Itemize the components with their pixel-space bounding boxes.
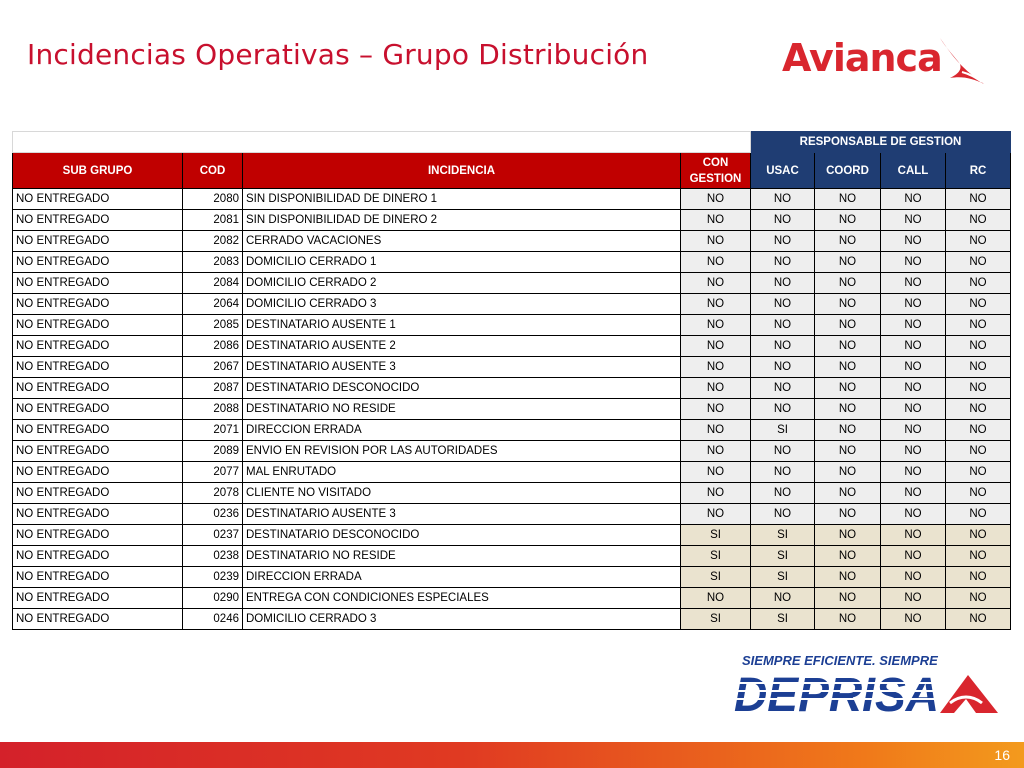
- rc-cell: NO: [946, 588, 1011, 609]
- incidencia-cell: CERRADO VACACIONES: [243, 231, 681, 252]
- coord-cell: NO: [815, 294, 881, 315]
- table-row: [13, 588, 1011, 609]
- incidencia-cell: DESTINATARIO AUSENTE 3: [243, 357, 681, 378]
- col-header-rc: RC: [946, 153, 1011, 189]
- usac-cell: NO: [751, 231, 815, 252]
- cod-cell: 0246: [183, 609, 243, 630]
- usac-cell: SI: [751, 609, 815, 630]
- col-header-cod: COD: [183, 153, 243, 189]
- blank-header-cell: [13, 132, 751, 153]
- depris-wordmark: [732, 669, 1002, 717]
- call-cell: NO: [881, 231, 946, 252]
- call-cell: NO: [881, 189, 946, 210]
- rc-cell: NO: [946, 294, 1011, 315]
- incidencias-table: [12, 131, 1011, 630]
- table-row: [13, 609, 1011, 630]
- rc-cell: NO: [946, 462, 1011, 483]
- call-cell: NO: [881, 504, 946, 525]
- table-column-header-row: [13, 153, 1011, 189]
- incidencia-cell: DESTINATARIO AUSENTE 2: [243, 336, 681, 357]
- con-gestion-cell: NO: [681, 336, 751, 357]
- incidencia-cell: CLIENTE NO VISITADO: [243, 483, 681, 504]
- coord-cell: NO: [815, 462, 881, 483]
- usac-cell: NO: [751, 294, 815, 315]
- sub-grupo-cell: NO ENTREGADO: [13, 504, 183, 525]
- coord-cell: NO: [815, 189, 881, 210]
- usac-cell: SI: [751, 567, 815, 588]
- coord-cell: NO: [815, 504, 881, 525]
- call-cell: NO: [881, 420, 946, 441]
- avianca-bird-icon: [932, 32, 988, 86]
- sub-grupo-cell: NO ENTREGADO: [13, 252, 183, 273]
- coord-cell: NO: [815, 399, 881, 420]
- table-row: [13, 315, 1011, 336]
- rc-cell: NO: [946, 420, 1011, 441]
- coord-cell: NO: [815, 357, 881, 378]
- usac-cell: NO: [751, 483, 815, 504]
- con-gestion-cell: NO: [681, 252, 751, 273]
- table-row: [13, 210, 1011, 231]
- coord-cell: NO: [815, 588, 881, 609]
- coord-cell: NO: [815, 567, 881, 588]
- col-header-con-gestion: [681, 153, 751, 189]
- coord-cell: NO: [815, 231, 881, 252]
- coord-cell: NO: [815, 609, 881, 630]
- cod-cell: 2083: [183, 252, 243, 273]
- rc-cell: NO: [946, 231, 1011, 252]
- cod-cell: 0290: [183, 588, 243, 609]
- call-cell: NO: [881, 294, 946, 315]
- rc-cell: NO: [946, 567, 1011, 588]
- rc-cell: NO: [946, 378, 1011, 399]
- depris-wordmark-text: DEPRISA: [734, 669, 939, 717]
- call-cell: NO: [881, 546, 946, 567]
- usac-cell: SI: [751, 546, 815, 567]
- avianca-wordmark: Avianca: [782, 36, 942, 80]
- sub-grupo-cell: NO ENTREGADO: [13, 378, 183, 399]
- col-header-coord: COORD: [815, 153, 881, 189]
- table-row: [13, 336, 1011, 357]
- con-gestion-cell: NO: [681, 504, 751, 525]
- call-cell: NO: [881, 441, 946, 462]
- incidencia-cell: DESTINATARIO DESCONOCIDO: [243, 525, 681, 546]
- sub-grupo-cell: NO ENTREGADO: [13, 315, 183, 336]
- call-cell: NO: [881, 210, 946, 231]
- rc-cell: NO: [946, 252, 1011, 273]
- con-gestion-line1: CON: [702, 156, 729, 169]
- table-row: [13, 273, 1011, 294]
- rc-cell: NO: [946, 357, 1011, 378]
- usac-cell: NO: [751, 315, 815, 336]
- incidencia-cell: DESTINATARIO NO RESIDE: [243, 399, 681, 420]
- rc-cell: NO: [946, 483, 1011, 504]
- usac-cell: NO: [751, 336, 815, 357]
- coord-cell: NO: [815, 420, 881, 441]
- table-row: [13, 252, 1011, 273]
- con-gestion-cell: NO: [681, 588, 751, 609]
- call-cell: NO: [881, 357, 946, 378]
- con-gestion-cell: NO: [681, 420, 751, 441]
- depris-slogan: SIEMPRE EFICIENTE. SIEMPRE: [742, 653, 938, 668]
- rc-cell: NO: [946, 399, 1011, 420]
- col-header-usac: USAC: [751, 153, 815, 189]
- table-row: [13, 399, 1011, 420]
- sub-grupo-cell: NO ENTREGADO: [13, 210, 183, 231]
- usac-cell: NO: [751, 273, 815, 294]
- rc-cell: NO: [946, 336, 1011, 357]
- call-cell: NO: [881, 273, 946, 294]
- call-cell: NO: [881, 588, 946, 609]
- call-cell: NO: [881, 315, 946, 336]
- footer-bar: [0, 742, 1024, 768]
- cod-cell: 2078: [183, 483, 243, 504]
- coord-cell: NO: [815, 273, 881, 294]
- sub-grupo-cell: NO ENTREGADO: [13, 462, 183, 483]
- usac-cell: NO: [751, 378, 815, 399]
- table-row: [13, 504, 1011, 525]
- incidencia-cell: SIN DISPONIBILIDAD DE DINERO 2: [243, 210, 681, 231]
- coord-cell: NO: [815, 546, 881, 567]
- coord-cell: NO: [815, 336, 881, 357]
- table-row: [13, 378, 1011, 399]
- sub-grupo-cell: NO ENTREGADO: [13, 483, 183, 504]
- depris-a-triangle-icon: [940, 675, 998, 713]
- cod-cell: 2088: [183, 399, 243, 420]
- cod-cell: 0236: [183, 504, 243, 525]
- incidencia-cell: DIRECCION ERRADA: [243, 567, 681, 588]
- sub-grupo-cell: NO ENTREGADO: [13, 336, 183, 357]
- table-row: [13, 189, 1011, 210]
- responsable-header: RESPONSABLE DE GESTION: [751, 132, 1011, 153]
- rc-cell: NO: [946, 189, 1011, 210]
- rc-cell: NO: [946, 546, 1011, 567]
- sub-grupo-cell: NO ENTREGADO: [13, 294, 183, 315]
- table-body: [13, 189, 1011, 630]
- rc-cell: NO: [946, 441, 1011, 462]
- usac-cell: NO: [751, 441, 815, 462]
- coord-cell: NO: [815, 210, 881, 231]
- cod-cell: 2067: [183, 357, 243, 378]
- sub-grupo-cell: NO ENTREGADO: [13, 399, 183, 420]
- cod-cell: 0237: [183, 525, 243, 546]
- sub-grupo-cell: NO ENTREGADO: [13, 546, 183, 567]
- cod-cell: 2085: [183, 315, 243, 336]
- table-row: [13, 231, 1011, 252]
- sub-grupo-cell: NO ENTREGADO: [13, 273, 183, 294]
- cod-cell: 2064: [183, 294, 243, 315]
- con-gestion-cell: NO: [681, 189, 751, 210]
- usac-cell: NO: [751, 504, 815, 525]
- con-gestion-cell: SI: [681, 567, 751, 588]
- cod-cell: 2082: [183, 231, 243, 252]
- incidencia-cell: DESTINATARIO NO RESIDE: [243, 546, 681, 567]
- con-gestion-cell: NO: [681, 315, 751, 336]
- table-group-header-row: [13, 132, 1011, 153]
- sub-grupo-cell: NO ENTREGADO: [13, 609, 183, 630]
- table-row: [13, 525, 1011, 546]
- incidencia-cell: MAL ENRUTADO: [243, 462, 681, 483]
- incidencia-cell: DOMICILIO CERRADO 1: [243, 252, 681, 273]
- incidencia-cell: DESTINATARIO AUSENTE 1: [243, 315, 681, 336]
- con-gestion-line2: GESTION: [689, 172, 742, 185]
- cod-cell: 2077: [183, 462, 243, 483]
- coord-cell: NO: [815, 315, 881, 336]
- page-number: 16: [994, 747, 1010, 763]
- call-cell: NO: [881, 525, 946, 546]
- usac-cell: NO: [751, 210, 815, 231]
- call-cell: NO: [881, 399, 946, 420]
- rc-cell: NO: [946, 273, 1011, 294]
- con-gestion-cell: NO: [681, 210, 751, 231]
- sub-grupo-cell: NO ENTREGADO: [13, 357, 183, 378]
- coord-cell: NO: [815, 525, 881, 546]
- rc-cell: NO: [946, 315, 1011, 336]
- incidencia-cell: DOMICILIO CERRADO 3: [243, 294, 681, 315]
- rc-cell: NO: [946, 504, 1011, 525]
- con-gestion-cell: NO: [681, 399, 751, 420]
- cod-cell: 2080: [183, 189, 243, 210]
- call-cell: NO: [881, 567, 946, 588]
- sub-grupo-cell: NO ENTREGADO: [13, 420, 183, 441]
- table-row: [13, 483, 1011, 504]
- cod-cell: 2084: [183, 273, 243, 294]
- sub-grupo-cell: NO ENTREGADO: [13, 567, 183, 588]
- avianca-logo: [780, 30, 990, 88]
- table-row: [13, 294, 1011, 315]
- sub-grupo-cell: NO ENTREGADO: [13, 588, 183, 609]
- call-cell: NO: [881, 336, 946, 357]
- coord-cell: NO: [815, 252, 881, 273]
- depris-logo: [732, 653, 1002, 719]
- call-cell: NO: [881, 483, 946, 504]
- con-gestion-cell: SI: [681, 609, 751, 630]
- usac-cell: NO: [751, 588, 815, 609]
- page-title: Incidencias Operativas – Grupo Distribución: [27, 38, 649, 71]
- usac-cell: SI: [751, 525, 815, 546]
- cod-cell: 2086: [183, 336, 243, 357]
- cod-cell: 2071: [183, 420, 243, 441]
- con-gestion-cell: NO: [681, 441, 751, 462]
- usac-cell: NO: [751, 252, 815, 273]
- cod-cell: 0238: [183, 546, 243, 567]
- incidencia-cell: ENTREGA CON CONDICIONES ESPECIALES: [243, 588, 681, 609]
- cod-cell: 2081: [183, 210, 243, 231]
- sub-grupo-cell: NO ENTREGADO: [13, 441, 183, 462]
- incidencia-cell: DOMICILIO CERRADO 3: [243, 609, 681, 630]
- table-row: [13, 357, 1011, 378]
- con-gestion-cell: SI: [681, 546, 751, 567]
- con-gestion-cell: NO: [681, 294, 751, 315]
- con-gestion-cell: NO: [681, 462, 751, 483]
- coord-cell: NO: [815, 483, 881, 504]
- usac-cell: NO: [751, 462, 815, 483]
- incidencia-cell: DESTINATARIO DESCONOCIDO: [243, 378, 681, 399]
- con-gestion-cell: NO: [681, 378, 751, 399]
- table-row: [13, 462, 1011, 483]
- con-gestion-cell: NO: [681, 357, 751, 378]
- call-cell: NO: [881, 609, 946, 630]
- coord-cell: NO: [815, 378, 881, 399]
- sub-grupo-cell: NO ENTREGADO: [13, 189, 183, 210]
- usac-cell: NO: [751, 189, 815, 210]
- col-header-sub-grupo: SUB GRUPO: [13, 153, 183, 189]
- con-gestion-cell: SI: [681, 525, 751, 546]
- table-row: [13, 441, 1011, 462]
- incidencia-cell: ENVIO EN REVISION POR LAS AUTORIDADES: [243, 441, 681, 462]
- incidencia-cell: DESTINATARIO AUSENTE 3: [243, 504, 681, 525]
- col-header-incidencia: INCIDENCIA: [243, 153, 681, 189]
- rc-cell: NO: [946, 210, 1011, 231]
- coord-cell: NO: [815, 441, 881, 462]
- usac-cell: SI: [751, 420, 815, 441]
- call-cell: NO: [881, 252, 946, 273]
- incidencia-cell: DOMICILIO CERRADO 2: [243, 273, 681, 294]
- con-gestion-cell: NO: [681, 483, 751, 504]
- con-gestion-cell: NO: [681, 273, 751, 294]
- usac-cell: NO: [751, 357, 815, 378]
- cod-cell: 2087: [183, 378, 243, 399]
- col-header-call: CALL: [881, 153, 946, 189]
- usac-cell: NO: [751, 399, 815, 420]
- call-cell: NO: [881, 462, 946, 483]
- cod-cell: 0239: [183, 567, 243, 588]
- rc-cell: NO: [946, 609, 1011, 630]
- table-row: [13, 546, 1011, 567]
- incidencia-cell: SIN DISPONIBILIDAD DE DINERO 1: [243, 189, 681, 210]
- call-cell: NO: [881, 378, 946, 399]
- con-gestion-cell: NO: [681, 231, 751, 252]
- rc-cell: NO: [946, 525, 1011, 546]
- incidencia-cell: DIRECCION ERRADA: [243, 420, 681, 441]
- table-row: [13, 420, 1011, 441]
- sub-grupo-cell: NO ENTREGADO: [13, 231, 183, 252]
- cod-cell: 2089: [183, 441, 243, 462]
- table-row: [13, 567, 1011, 588]
- sub-grupo-cell: NO ENTREGADO: [13, 525, 183, 546]
